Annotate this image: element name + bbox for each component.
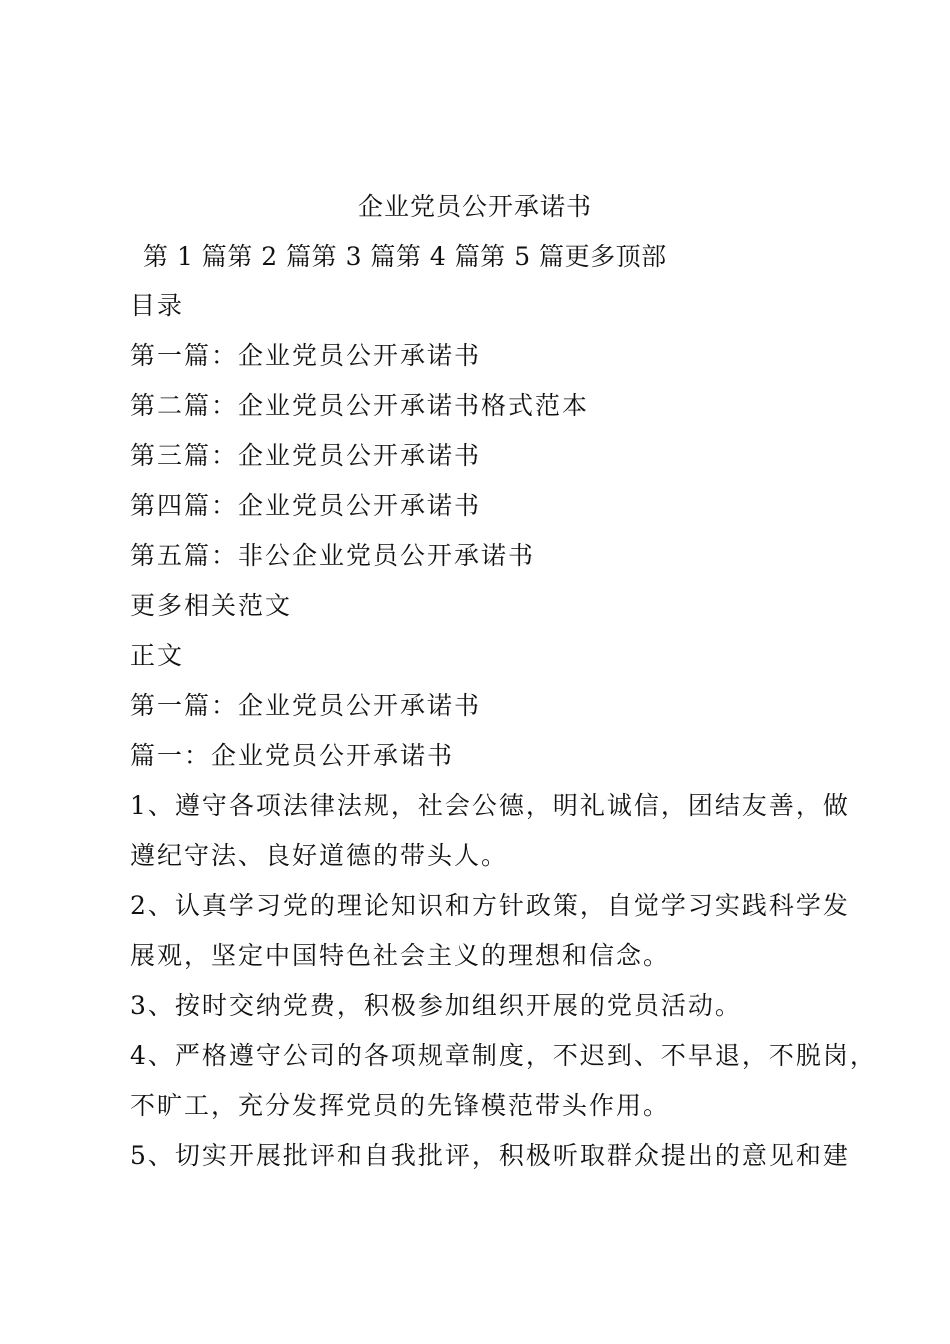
body-text-line: 3、按时交纳党费，积极参加组织开展的党员活动。 <box>130 991 742 1020</box>
nav-part-1-link[interactable]: 第 1 篇 <box>143 242 228 271</box>
toc-item-4-link[interactable]: 第四篇：企业党员公开承诺书 <box>130 491 482 520</box>
body-text-line: 2、认真学习党的理论知识和方针政策，自觉学习实践科学发 <box>130 891 850 920</box>
nav-part-5-link[interactable]: 第 5 篇 <box>480 242 565 271</box>
body-heading: 正文 <box>130 641 185 670</box>
nav-part-2-link[interactable]: 第 2 篇 <box>227 242 312 271</box>
nav-part-4-link[interactable]: 第 4 篇 <box>395 242 481 271</box>
toc-item-2-link[interactable]: 第二篇：企业党员公开承诺书格式范本 <box>130 391 590 420</box>
toc-heading: 目录 <box>130 291 185 320</box>
toc-item-3-link[interactable]: 第三篇：企业党员公开承诺书 <box>130 441 482 470</box>
body-text-line: 遵纪守法、良好道德的带头人。 <box>130 841 509 870</box>
body-text-line: 1、遵守各项法律法规，社会公德，明礼诚信，团结友善，做 <box>130 791 850 820</box>
part-subtitle: 篇一：企业党员公开承诺书 <box>130 741 455 770</box>
nav-more-link[interactable]: 更多 <box>564 242 616 271</box>
body-text-line: 展观，坚定中国特色社会主义的理想和信念。 <box>130 941 671 970</box>
toc-item-5-link[interactable]: 第五篇：非公企业党员公开承诺书 <box>130 541 536 570</box>
toc-item-1-link[interactable]: 第一篇：企业党员公开承诺书 <box>130 341 482 370</box>
document-title: 企业党员公开承诺书 <box>357 192 592 221</box>
body-text-line: 5、切实开展批评和自我批评，积极听取群众提出的意见和建 <box>130 1141 850 1170</box>
toc-more-link[interactable]: 更多相关范文 <box>130 591 293 620</box>
body-text-line: 不旷工，充分发挥党员的先锋模范带头作用。 <box>130 1091 671 1120</box>
section-nav <box>143 240 667 274</box>
body-text-line: 4、严格遵守公司的各项规章制度，不迟到、不早退，不脱岗， <box>130 1041 877 1070</box>
part-title: 第一篇：企业党员公开承诺书 <box>130 691 482 720</box>
nav-part-3-link[interactable]: 第 3 篇 <box>311 242 396 271</box>
nav-top-link[interactable]: 顶部 <box>615 242 667 271</box>
